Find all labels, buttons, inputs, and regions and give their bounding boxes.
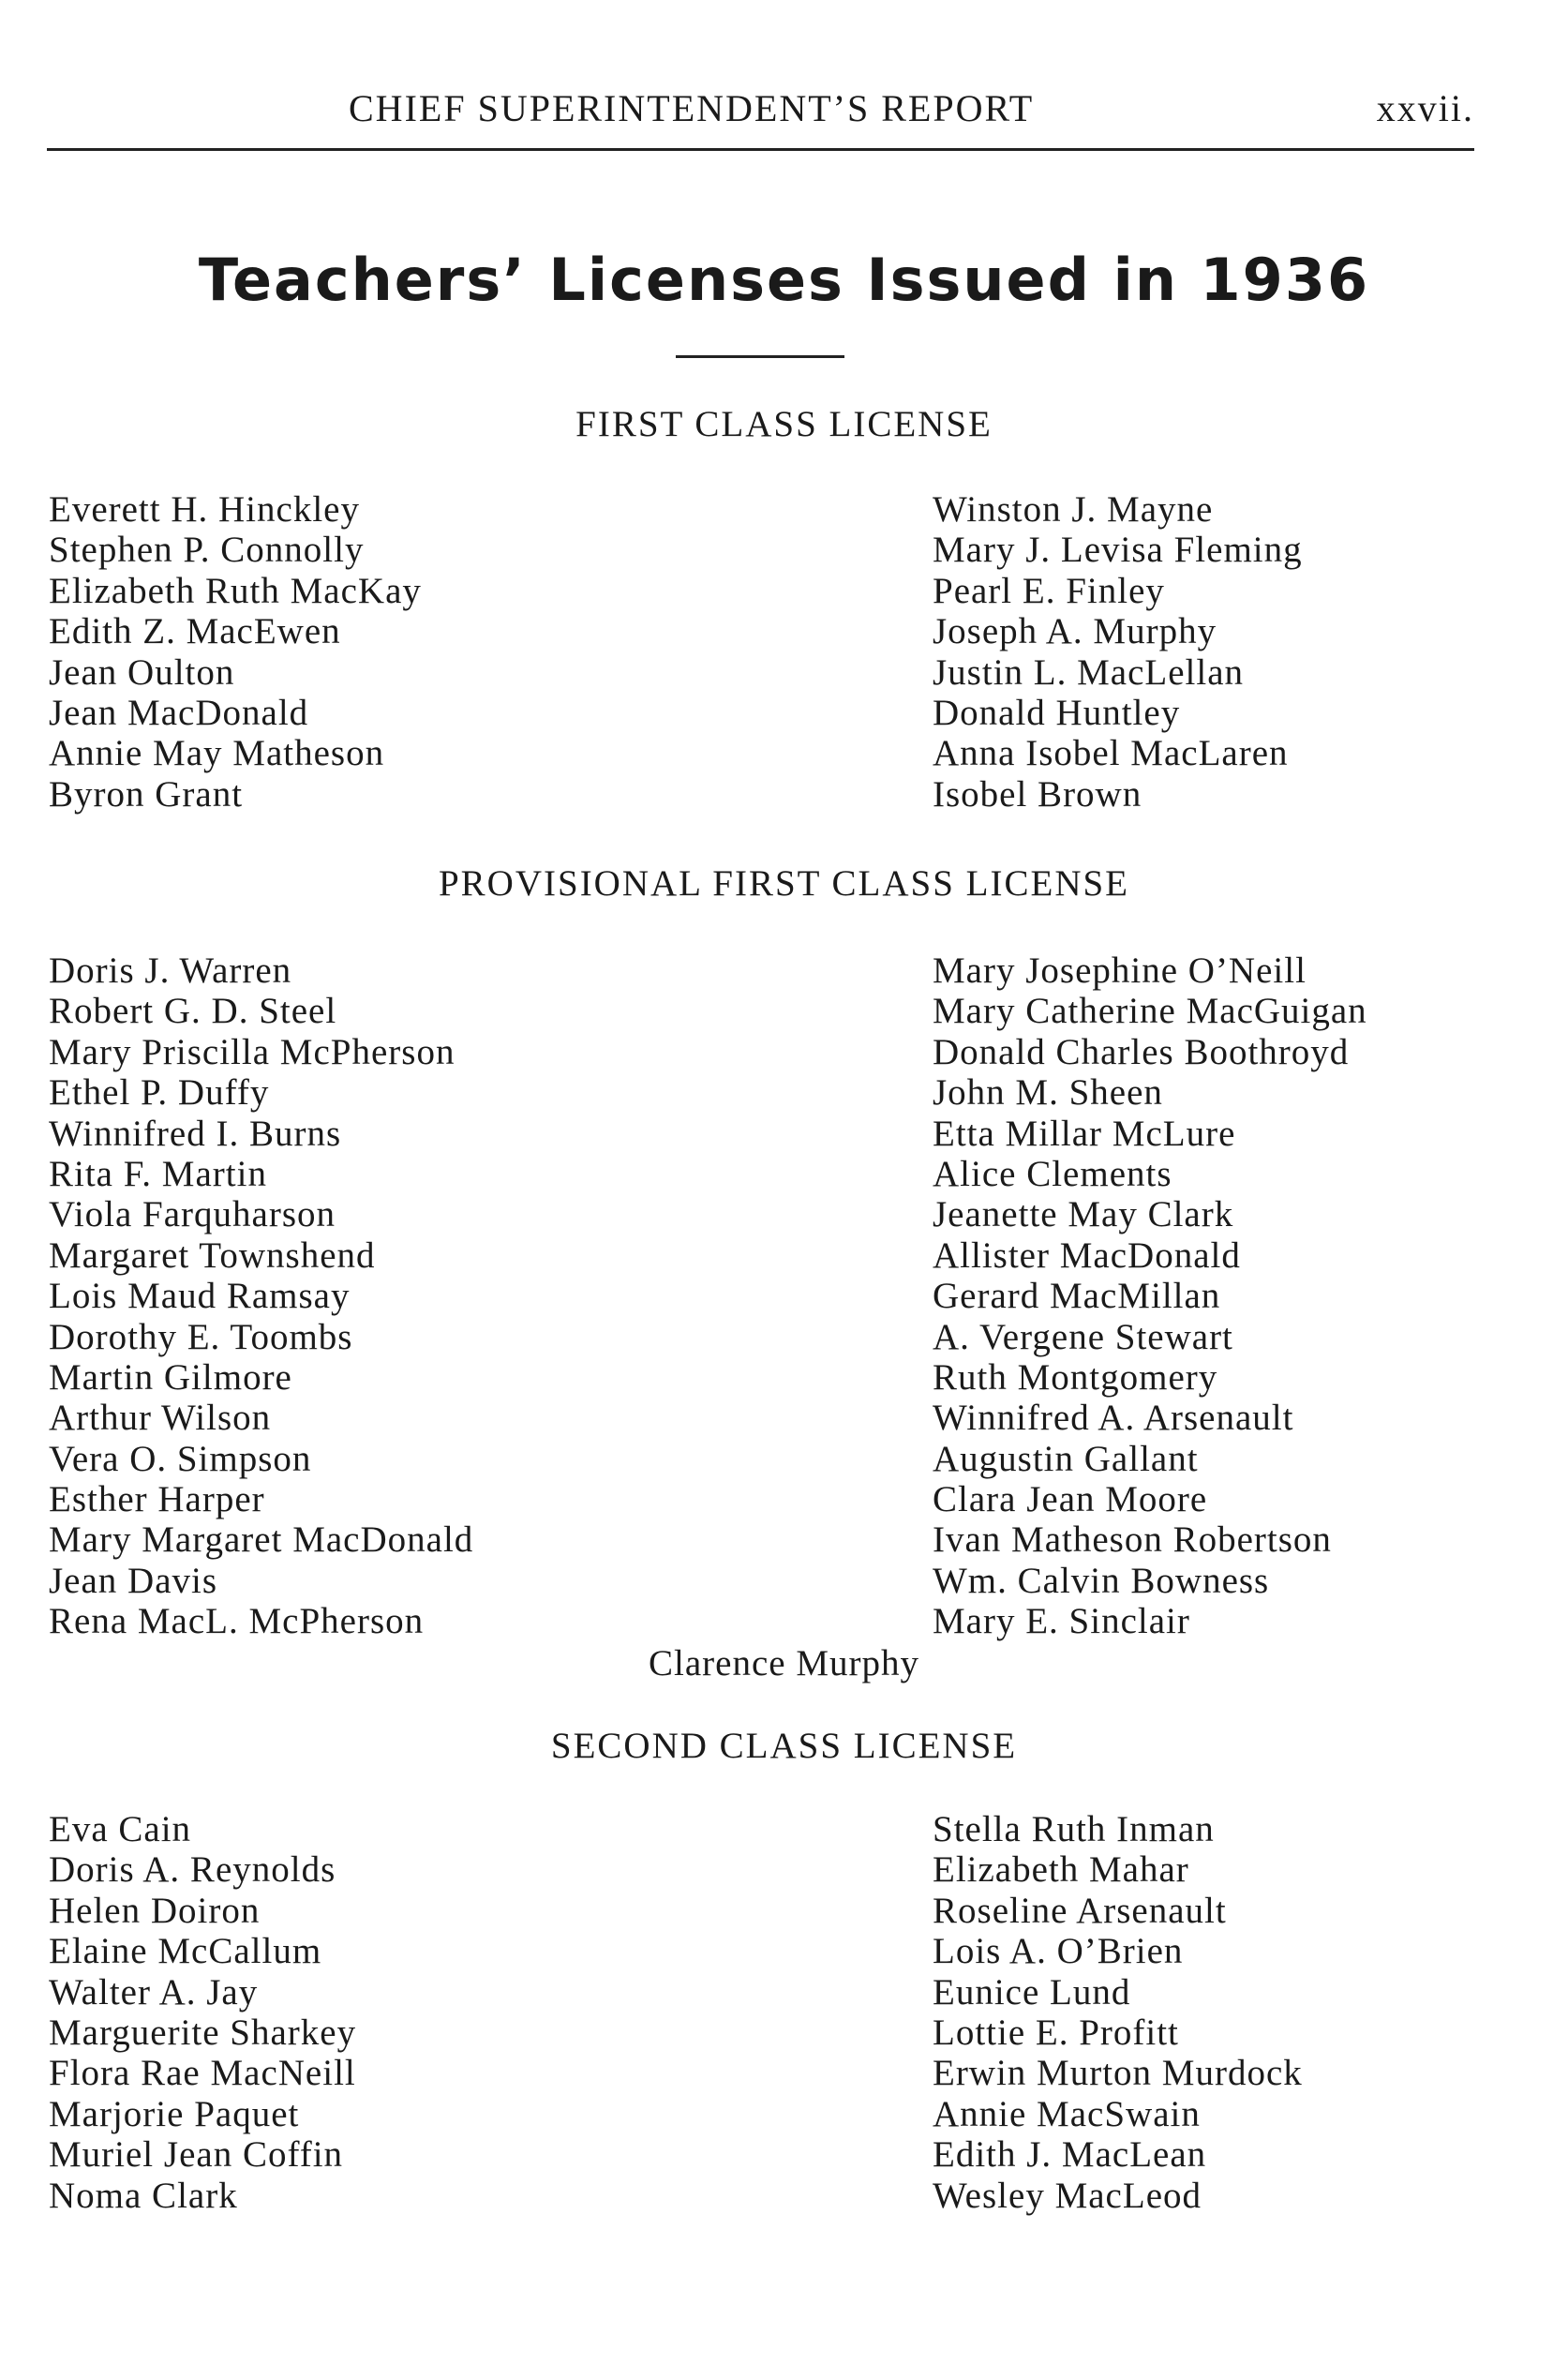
section-heading-first-class: FIRST CLASS LICENSE bbox=[575, 404, 993, 444]
license-holder-name: Walter A. Jay bbox=[49, 1971, 259, 2012]
license-holder-name: Edith J. MacLean bbox=[933, 2134, 1207, 2176]
license-holder-name: Allister MacDonald bbox=[933, 1234, 1241, 1276]
license-holder-name: Elizabeth Mahar bbox=[933, 1849, 1189, 1891]
license-holder-name: Donald Charles Boothroyd bbox=[933, 1031, 1350, 1072]
license-holder-name: Mary Catherine MacGuigan bbox=[933, 991, 1367, 1032]
license-holder-name: Flora Rae MacNeill bbox=[49, 2053, 356, 2094]
license-holder-name: Rena MacL. McPherson bbox=[49, 1601, 425, 1642]
section-heading-provisional-first-class: PROVISIONAL FIRST CLASS LICENSE bbox=[438, 863, 1130, 904]
license-holder-name: Jean MacDonald bbox=[49, 692, 309, 733]
license-holder-name: Stephen P. Connolly bbox=[49, 530, 365, 571]
provisional-left-list bbox=[49, 950, 473, 1642]
second-class-right-list bbox=[933, 1809, 1303, 2216]
license-holder-name: Lois A. O’Brien bbox=[933, 1931, 1184, 1972]
license-holder-name: Martin Gilmore bbox=[49, 1356, 292, 1398]
license-holder-name: Clara Jean Moore bbox=[933, 1479, 1208, 1520]
license-holder-name: Etta Millar McLure bbox=[933, 1113, 1236, 1154]
license-holder-name: Vera O. Simpson bbox=[49, 1438, 312, 1479]
license-holder-name: Jeanette May Clark bbox=[933, 1194, 1234, 1235]
license-holder-name: Lottie E. Profitt bbox=[933, 2012, 1179, 2053]
license-holder-name: Joseph A. Murphy bbox=[933, 611, 1217, 652]
page-number: xxvii. bbox=[1376, 87, 1474, 129]
license-holder-name: Lois Maud Ramsay bbox=[49, 1276, 351, 1317]
license-holder-name: Anna Isobel MacLaren bbox=[933, 733, 1289, 774]
license-holder-name: Ivan Matheson Robertson bbox=[933, 1519, 1332, 1561]
license-holder-name: Mary Priscilla McPherson bbox=[49, 1031, 455, 1072]
license-holder-name: Rita F. Martin bbox=[49, 1153, 267, 1194]
license-holder-name: Noma Clark bbox=[49, 2175, 238, 2216]
license-holder-name: Justin L. MacLellan bbox=[933, 651, 1245, 693]
license-holder-name: Doris J. Warren bbox=[49, 950, 292, 991]
provisional-centered-name: Clarence Murphy bbox=[649, 1643, 919, 1683]
license-holder-name: Marjorie Paquet bbox=[49, 2093, 300, 2134]
section-heading-second-class: SECOND CLASS LICENSE bbox=[550, 1726, 1018, 1766]
license-holder-name: Elaine McCallum bbox=[49, 1931, 322, 1972]
license-holder-name: Dorothy E. Toombs bbox=[49, 1316, 353, 1357]
license-holder-name: Viola Farquharson bbox=[49, 1194, 336, 1235]
license-holder-name: Pearl E. Finley bbox=[933, 570, 1165, 611]
license-holder-name: Annie MacSwain bbox=[933, 2093, 1201, 2134]
provisional-right-list bbox=[933, 950, 1367, 1642]
header-rule bbox=[47, 148, 1474, 151]
license-holder-name: Mary Josephine O’Neill bbox=[933, 950, 1307, 991]
running-header bbox=[47, 86, 1474, 133]
license-holder-name: Ethel P. Duffy bbox=[49, 1072, 270, 1114]
second-class-left-list bbox=[49, 1809, 356, 2216]
license-holder-name: Winnifred A. Arsenault bbox=[933, 1398, 1294, 1439]
license-holder-name: Eva Cain bbox=[49, 1809, 192, 1849]
license-holder-name: Ruth Montgomery bbox=[933, 1356, 1218, 1398]
license-holder-name: Augustin Gallant bbox=[933, 1438, 1199, 1479]
license-holder-name: Jean Davis bbox=[49, 1560, 218, 1601]
license-holder-name: Wm. Calvin Bowness bbox=[933, 1560, 1270, 1601]
license-holder-name: Mary Margaret MacDonald bbox=[49, 1519, 474, 1561]
license-holder-name: Donald Huntley bbox=[933, 692, 1181, 733]
license-holder-name: Stella Ruth Inman bbox=[933, 1809, 1215, 1849]
license-holder-name: Esther Harper bbox=[49, 1479, 265, 1520]
license-holder-name: John M. Sheen bbox=[933, 1072, 1163, 1114]
title-rule bbox=[676, 355, 844, 358]
report-title: CHIEF SUPERINTENDENT’S REPORT bbox=[349, 87, 1035, 129]
license-holder-name: Mary J. Levisa Fleming bbox=[933, 530, 1303, 571]
license-holder-name: Edith Z. MacEwen bbox=[49, 611, 341, 652]
license-holder-name: Alice Clements bbox=[933, 1153, 1172, 1194]
first-class-left-list bbox=[49, 489, 422, 815]
license-holder-name: Margaret Townshend bbox=[49, 1234, 376, 1276]
license-holder-name: Gerard MacMillan bbox=[933, 1276, 1221, 1317]
license-holder-name: Robert G. D. Steel bbox=[49, 991, 337, 1032]
license-holder-name: Elizabeth Ruth MacKay bbox=[49, 570, 422, 611]
license-holder-name: Isobel Brown bbox=[933, 773, 1142, 815]
license-holder-name: Marguerite Sharkey bbox=[49, 2012, 357, 2053]
license-holder-name: Doris A. Reynolds bbox=[49, 1849, 336, 1891]
license-holder-name: Annie May Matheson bbox=[49, 733, 385, 774]
license-holder-name: Muriel Jean Coffin bbox=[49, 2134, 344, 2176]
first-class-right-list bbox=[933, 489, 1303, 815]
license-holder-name: Winnifred I. Burns bbox=[49, 1113, 342, 1154]
license-holder-name: Byron Grant bbox=[49, 773, 244, 815]
license-holder-name: Wesley MacLeod bbox=[933, 2175, 1202, 2216]
license-holder-name: A. Vergene Stewart bbox=[933, 1316, 1233, 1357]
license-holder-name: Jean Oulton bbox=[49, 651, 235, 693]
license-holder-name: Everett H. Hinckley bbox=[49, 489, 360, 530]
license-holder-name: Mary E. Sinclair bbox=[933, 1601, 1190, 1642]
page-title: Teachers’ Licenses Issued in 1936 bbox=[198, 246, 1370, 314]
license-holder-name: Erwin Murton Murdock bbox=[933, 2053, 1303, 2094]
license-holder-name: Eunice Lund bbox=[933, 1971, 1131, 2012]
license-holder-name: Arthur Wilson bbox=[49, 1398, 272, 1439]
license-holder-name: Winston J. Mayne bbox=[933, 489, 1214, 530]
license-holder-name: Helen Doiron bbox=[49, 1890, 261, 1931]
license-holder-name: Roseline Arsenault bbox=[933, 1890, 1227, 1931]
